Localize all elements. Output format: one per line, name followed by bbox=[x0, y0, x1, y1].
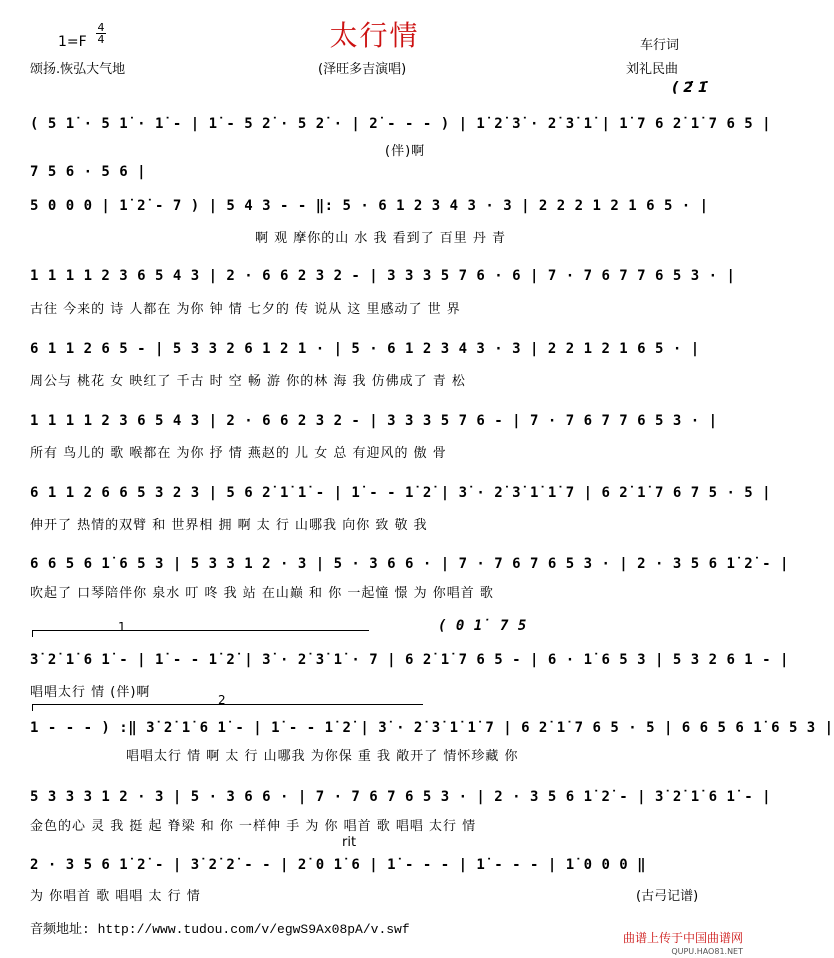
score-row-10: 1 - - - ) :‖ 3̇ 2̇ 1̇ 6 1̇ - | 1̇ - - 1̇ 2̇ | 3̇ · 2̇ 3̇ 1̇ 1̇ 7 | 6 2̇ 1̇ 7 6 5 · 5 | 6 6 5 6 1̇ 6 5 3 | bbox=[30, 720, 834, 736]
lyric-row-5: 周公与 桃花 女 映红了 千古 时 空 畅 游 你的林 海 我 仿佛成了 青 松 bbox=[30, 374, 466, 389]
lyric-row-11: 金色的心 灵 我 挺 起 脊梁 和 你 一样伸 手 为 你 唱首 歌 唱唱 太行 情 bbox=[30, 819, 477, 834]
volta-1-bracket bbox=[32, 630, 369, 637]
score-row-2: 7 5 6 · 5 6 | bbox=[30, 164, 147, 180]
score-row-11: 5 3 3 3 1 2 · 3 | 5 · 3 6 6 · | 7 · 7 6 7 6 5 3 · | 2 · 3 5 6 1̇ 2̇ - | 3̇ 2̇ 1̇ 6 1̇ - | bbox=[30, 789, 772, 805]
lyric-row-9: 唱唱太行 情 (伴)啊 bbox=[30, 685, 151, 700]
lyric-row-10: 唱唱太行 情 啊 太 行 山哪我 为你保 重 我 敞开了 情怀珍藏 你 bbox=[126, 749, 519, 764]
time-bottom: 4 bbox=[97, 33, 105, 46]
volta-2-bracket bbox=[32, 704, 423, 711]
lyric-row-8: 吹起了 口琴陪伴你 泉水 叮 咚 我 站 在山巅 和 你 一起憧 憬 为 你唱首 歌 bbox=[30, 586, 494, 601]
lyric-row-7: 伸开了 热情的双臂 和 世界相 拥 啊 太 行 山哪我 向你 致 敬 我 bbox=[30, 518, 428, 533]
score-row-7: 6 1 1 2 6 6 5 3 2 3 | 5 6 2̇ 1̇ 1̇ - | 1̇ - - 1̇ 2̇ | 3̇ · 2̇ 3̇ 1̇ 1̇ 7 | 6 2̇ 1̇ 7 6 7 5 · 5 | bbox=[30, 485, 772, 501]
lyricist: 车行词 bbox=[640, 38, 680, 53]
pickup-notes: ( 2̇ 1̇ bbox=[672, 80, 708, 96]
composer: 刘礼民曲 bbox=[626, 62, 679, 77]
transcriber-credit: (古弓记谱) bbox=[636, 889, 699, 904]
score-row-3: 5 0 0 0 | 1̇ 2̇ - 7 ) | 5 4 3 - - ‖: 5 · 6 1 2 3 4 3 · 3 | 2 2 2 1 2 1 6 5 · | bbox=[30, 198, 709, 214]
interlude-notes: ( 0 1̇ 7 5 bbox=[438, 618, 527, 634]
score-row-6: 1 1 1 1 2 3 6 5 4 3 | 2 · 6 6 2 3 2 - | 3 3 3 5 7 6 - | 7 · 7 6 7 7 6 5 3 · | bbox=[30, 413, 718, 429]
time-signature bbox=[96, 22, 106, 45]
score-row-4: 1 1 1 1 2 3 6 5 4 3 | 2 · 6 6 2 3 2 - | 3 3 3 5 7 6 · 6 | 7 · 7 6 7 7 6 5 3 · | bbox=[30, 268, 736, 284]
volta-2-label: 2 bbox=[218, 693, 226, 707]
singer: (泽旺多吉演唱) bbox=[318, 62, 407, 77]
score-row-8: 6 6 5 6 1̇ 6 5 3 | 5 3 3 1 2 · 3 | 5 · 3 6 6 · | 7 · 7 6 7 6 5 3 · | 2 · 3 5 6 1̇ 2̇ - | bbox=[30, 556, 789, 572]
lyric-row-4: 古往 今来的 诗 人都在 为你 钟 情 七夕的 传 说从 这 里感动了 世 界 bbox=[30, 302, 461, 317]
score-row-5: 6 1 1 2 6 5 - | 5 3 3 2 6 1 2 1 · | 5 · 6 1 2 3 4 3 · 3 | 2 2 1 2 1 6 5 · | bbox=[30, 341, 700, 357]
site-watermark bbox=[623, 932, 743, 958]
score-row-9: 3̇ 2̇ 1̇ 6 1̇ - | 1̇ - - 1̇ 2̇ | 3̇ · 2̇ 3̇ 1̇ · 7 | 6 2̇ 1̇ 7 6 5 - | 6 · 1̇ 6 5 3 | 5 3 2 6 1 - | bbox=[30, 652, 789, 668]
performance-style: 颂扬.恢弘大气地 bbox=[30, 62, 126, 77]
lyric-row-6: 所有 鸟儿的 歌 喉都在 为你 抒 情 燕赵的 儿 女 总 有迎风的 傲 骨 bbox=[30, 446, 447, 461]
key-signature: 1=F bbox=[58, 34, 87, 50]
lyric-row-3: 啊 观 摩你的山 水 我 看到了 百里 丹 青 bbox=[255, 231, 507, 246]
lyric-row-12: 为 你唱首 歌 唱唱 太 行 情 bbox=[30, 889, 201, 904]
ritardando-mark: rit bbox=[342, 835, 357, 850]
volta-1-label: 1 bbox=[118, 620, 126, 634]
lyric-row-1: (伴)啊 bbox=[385, 144, 426, 159]
audio-link[interactable]: 音频地址: http://www.tudou.com/v/egwS9Ax08pA/v.swf bbox=[30, 922, 410, 937]
watermark-url: QUPU.HAO81.NET bbox=[671, 947, 743, 956]
score-row-1: ( 5 1̇ · 5 1̇ · 1̇ - | 1̇ - 5 2̇ · 5 2̇ · | 2̇ - - - ) | 1̇ 2̇ 3̇ · 2̇ 3̇ 1̇ | 1̇ 7 6 2̇ 1̇ 7 6 5 | bbox=[30, 116, 772, 132]
watermark-text: 曲谱上传于中国曲谱网 bbox=[622, 931, 743, 945]
song-title: 太行情 bbox=[329, 19, 420, 52]
score-row-12: 2 · 3 5 6 1̇ 2̇ - | 3̇ 2̇ 2̇ - - | 2̇ 0 1̇ 6 | 1̇ - - - | 1̇ - - - | 1̇ 0 0 0 ‖ bbox=[30, 857, 647, 873]
time-top: 4 bbox=[97, 21, 105, 34]
